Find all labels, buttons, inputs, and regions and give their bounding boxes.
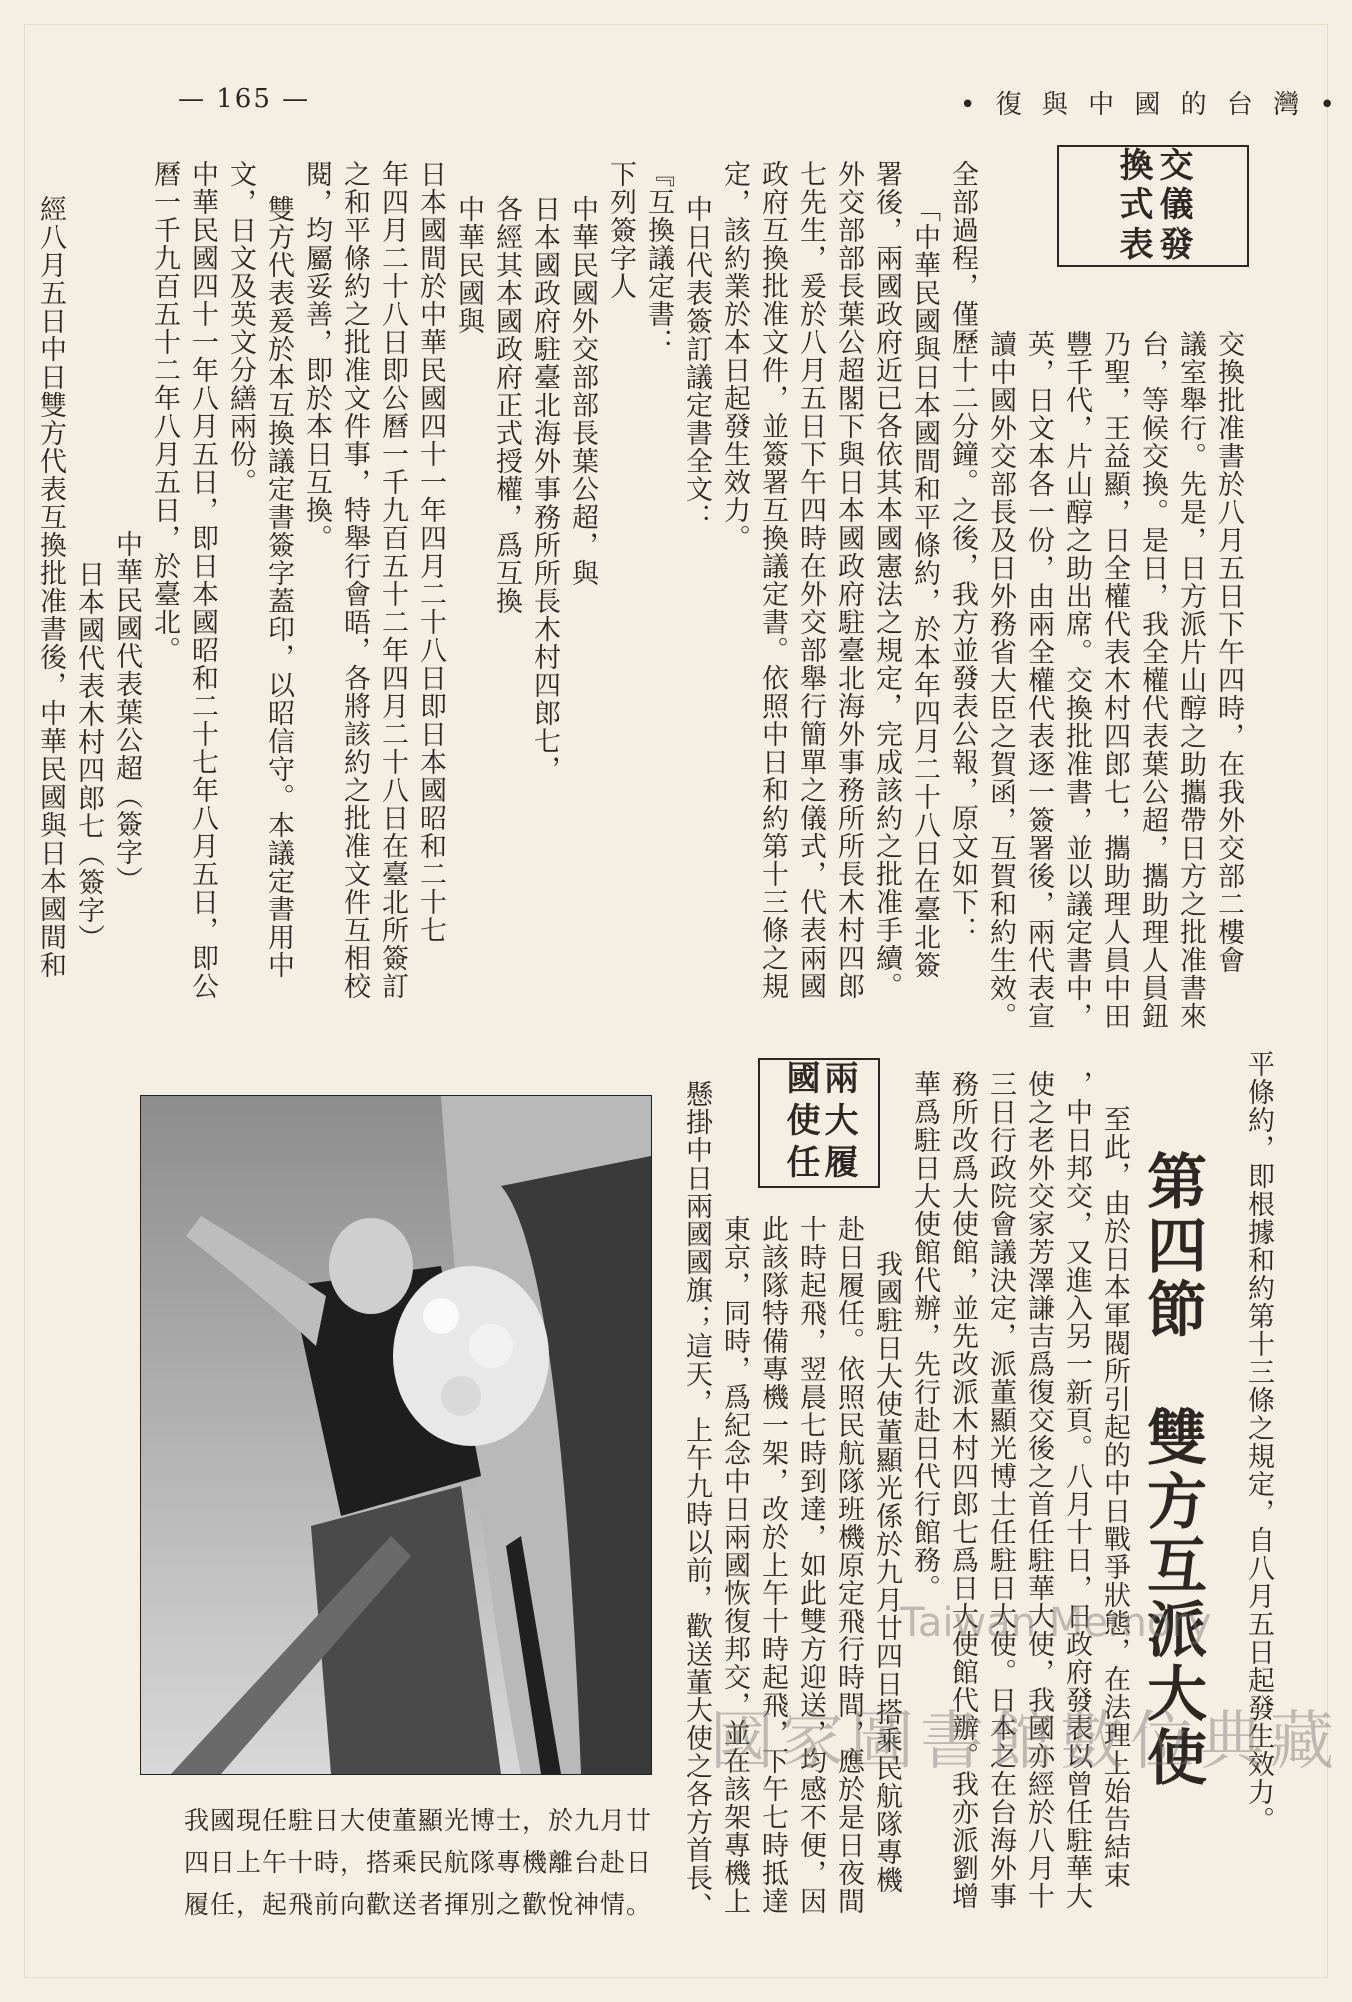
text-column: 使之老外交家芳澤謙吉爲復交後之首任駐華大使，我國亦經於八月十 [1023, 1070, 1054, 1910]
section-heading: 第四節 雙方互派大使 [1137, 1150, 1207, 1790]
text-column: 英，日文本各一份，由兩全權代表逐一簽署後，兩代表宣 [1023, 330, 1054, 1030]
text-column: 全部過程，僅歷十二分鐘。之後，我方並發表公報，原文如下： [947, 160, 978, 944]
box-line: 儀式 [1113, 186, 1193, 224]
text-column: 華爲駐日大使館代辦，先行赴日代行館務。 [909, 1070, 940, 1602]
text-column: 外交部部長葉公超閣下與日本國政府駐臺北海外事務所所長木村四郎 [833, 160, 864, 1000]
text-column: ，中日邦交，又進入另一新頁。八月十日，日政府發表以曾任駐華大 [1061, 1070, 1092, 1910]
text-column: 日本國政府駐臺北海外事務所所長木村四郎七， [529, 195, 560, 783]
text-column: 年四月二十八日即公曆一千九百五十二年四月二十八日在臺北所簽訂 [377, 160, 408, 1000]
caption-line: 履任，起飛前向歡送者揮別之歡悅神情。 [183, 1890, 652, 1919]
text-column: 之和平條約之批准文件事，特舉行會晤，各將該約之批准文件互相校 [339, 160, 370, 1000]
text-column: 東京，同時，爲紀念中日兩國恢復邦交，並在該架專機上 [719, 1215, 750, 1915]
watermark-main: 國家圖書館數位典藏 [710, 1705, 1340, 1779]
text-column: 文，日文及英文分繕兩份。 [225, 160, 256, 496]
box-line: 大使 [780, 1102, 858, 1138]
text-column: 我國駐日大使董顯光係於九月廿四日搭乘民航隊專機 [871, 1250, 902, 1894]
text-column: 十時起飛，翌晨七時到達，如此雙方迎送，均感不便，因 [795, 1215, 826, 1915]
text-column: 曆一千九百五十二年八月五日，於臺北。 [149, 160, 180, 664]
continuation-text: 平條約，即根據和約第十三條之規定，自八月五日起發生效力。 [1243, 1050, 1274, 1834]
text-column: 中華民國外交部部長葉公超，與 [567, 195, 598, 587]
watermark-sub: Taiwan Memory [900, 1600, 1212, 1646]
text-column: 至此，由於日本軍閥所引起的中日戰爭狀態，在法理上始告結束 [1099, 1105, 1130, 1889]
caption-line: 我國現任駐日大使董顯光博士，於九月廿 [183, 1806, 652, 1835]
text-column: 中華民國四十一年八月五日，即日本國昭和二十七年八月五日，即公 [187, 160, 218, 1000]
running-title: • 復 與 中 國 的 台 灣 • [960, 90, 1341, 120]
caption-line: 四日上午十時，搭乘民航隊專機離台赴日 [183, 1848, 652, 1877]
text-column: 下列簽字人 [605, 160, 636, 300]
text-column: 此該隊特備專機一架，改於上午十時起飛，下午七時抵達 [757, 1215, 788, 1915]
box-line: 交換 [1113, 147, 1193, 184]
text-column: 七先生，爰於八月五日下午四時在外交部舉行簡單之儀式，代表兩國 [795, 160, 826, 1000]
box-line: 履任 [780, 1144, 858, 1180]
text-column: 懸掛中日兩國國旗；這天，上午九時以前，歡送董大使之各方首長、 [681, 1080, 712, 1920]
text-column: 讀中國外交部長及日外務省大臣之賀函，互賀和約生效。 [985, 330, 1016, 1030]
photo-image [141, 1096, 651, 1774]
ambassador-photo [140, 1095, 652, 1775]
text-column: 交換批准書於八月五日下午四時，在我外交部二樓會 [1213, 330, 1244, 974]
text-column: 雙方代表爰於本互換議定書簽字蓋印，以昭信守。本議定書用中 [263, 195, 294, 979]
text-column: 定，該約業於本日起發生效力。 [719, 160, 750, 552]
text-column: 閱，均屬妥善，即於本日互換。 [301, 160, 332, 552]
text-column: 政府互換批准文件，並簽署互換議定書。依照中日和約第十三條之規 [757, 160, 788, 1000]
page-number: — 165 — [178, 84, 311, 114]
text-column: 豐千代，片山醇之助出席。交換批准書，並以議定書中， [1061, 330, 1092, 1030]
text-column: 務所改爲大使館，並先改派木村四郎七爲日大使館代辦。我亦派劉增 [947, 1070, 978, 1910]
text-column: 台，等候交換。是日，我全權代表葉公超，攜助理人員鈕 [1137, 330, 1168, 1030]
text-column: 各經其本國政府正式授權，爲互換 [491, 195, 522, 615]
text-column: 經八月五日中日雙方代表互換批准書後，中華民國與日本國間和 [35, 195, 66, 979]
text-column: 中華民國與 [453, 195, 484, 335]
text-column: 議室舉行。先是，日方派片山醇之助攜帶日方之批准書來 [1175, 330, 1206, 1030]
signature-line: 日本國代表木村四郎七（簽字） [73, 560, 104, 952]
box-line: 兩國 [780, 1060, 858, 1096]
signature-line: 中華民國代表葉公超（簽字） [111, 530, 142, 894]
photo-caption [132, 1800, 652, 1926]
text-column: 日本國間於中華民國四十一年四月二十八日即日本國昭和二十七 [415, 160, 446, 944]
text-column: 赴日履任。依照民航隊班機原定飛行時間，應於是日夜間 [833, 1215, 864, 1915]
text-column: 中日代表簽訂議定書全文： [681, 195, 712, 531]
text-column: 三日行政院會議決定，派董顯光博士任駐日大使。日本之在台海外事 [985, 1070, 1016, 1910]
text-column: 乃聖，王益顯，日全權代表木村四郎七，攜助理人員中田 [1099, 330, 1130, 1030]
text-column: 「中華民國與日本國間和平條約，於本年四月二十八日在臺北簽 [909, 195, 940, 979]
boxed-heading-ambassadors [758, 1058, 880, 1188]
boxed-heading-exchange [1057, 145, 1249, 267]
text-column: 『互換議定書： [643, 160, 674, 356]
text-column: 署後，兩國政府近已各依其本國憲法之規定，完成該約之批准手續。 [871, 160, 902, 1000]
box-line: 發表 [1113, 225, 1193, 263]
